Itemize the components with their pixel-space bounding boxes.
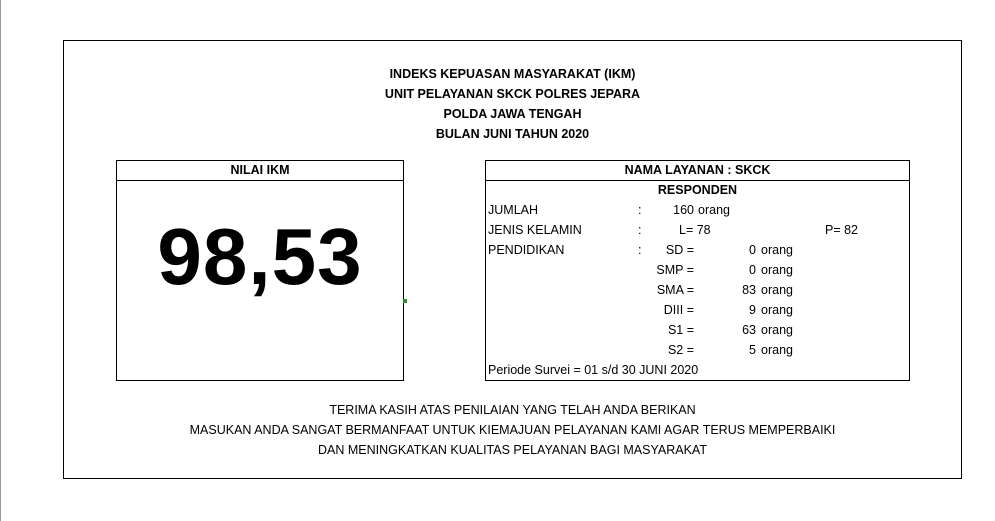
gender-male: L= 78 (679, 223, 711, 237)
education-level: SMP = (656, 263, 694, 277)
total-label: JUMLAH (488, 203, 539, 217)
cell-error-marker (403, 299, 407, 303)
education-count: 0 (749, 243, 756, 257)
footer-thanks: TERIMA KASIH ATAS PENILAIAN YANG TELAH ANDA BERIKAN (329, 403, 696, 417)
education-level: SD = (665, 243, 694, 257)
education-unit: orang (761, 263, 793, 277)
total-value: 160 (673, 203, 694, 217)
gender-label: JENIS KELAMIN (488, 223, 582, 237)
total-colon: : (638, 203, 642, 217)
header-unit: UNIT PELAYANAN SKCK POLRES JEPARA (384, 87, 641, 101)
education-level: SMA = (656, 283, 694, 297)
education-level: DIII = (663, 303, 694, 317)
header-region: POLDA JAWA TENGAH (443, 107, 582, 121)
ikm-report-frame (63, 40, 962, 479)
respondents-heading: RESPONDEN (657, 183, 738, 197)
education-level: S1 = (667, 323, 694, 337)
ikm-score-value: 98,53 (157, 212, 363, 301)
education-count: 9 (749, 303, 756, 317)
service-box (485, 160, 910, 381)
education-count: 5 (749, 343, 756, 357)
report-footer (64, 400, 961, 460)
header-period: BULAN JUNI TAHUN 2020 (435, 127, 590, 141)
education-label: PENDIDIKAN (488, 243, 565, 257)
survey-period: Periode Survei = 01 s/d 30 JUNI 2020 (488, 363, 699, 377)
report-header (64, 64, 961, 144)
gender-female: P= 82 (825, 223, 859, 237)
total-unit: orang (698, 203, 730, 217)
education-count: 83 (742, 283, 756, 297)
service-title: NAMA LAYANAN : SKCK (486, 161, 909, 181)
education-level: S2 = (667, 343, 694, 357)
education-unit: orang (761, 243, 793, 257)
education-unit: orang (761, 343, 793, 357)
education-colon: : (638, 243, 642, 257)
education-unit: orang (761, 303, 793, 317)
ikm-score-box (116, 160, 404, 381)
education-unit: orang (761, 323, 793, 337)
header-title: INDEKS KEPUASAN MASYARAKAT (IKM) (389, 67, 636, 81)
education-unit: orang (761, 283, 793, 297)
ikm-score-title: NILAI IKM (117, 161, 403, 181)
education-count: 0 (749, 263, 756, 277)
left-border-line (0, 0, 1, 521)
gender-colon: : (638, 223, 642, 237)
footer-feedback: MASUKAN ANDA SANGAT BERMANFAAT UNTUK KIEMAJUAN PELAYANAN KAMI AGAR TERUS MEMPERBAIKI (189, 423, 836, 437)
footer-commitment: DAN MENINGKATKAN KUALITAS PELAYANAN BAGI MASYARAKAT (318, 443, 707, 457)
education-count: 63 (742, 323, 756, 337)
